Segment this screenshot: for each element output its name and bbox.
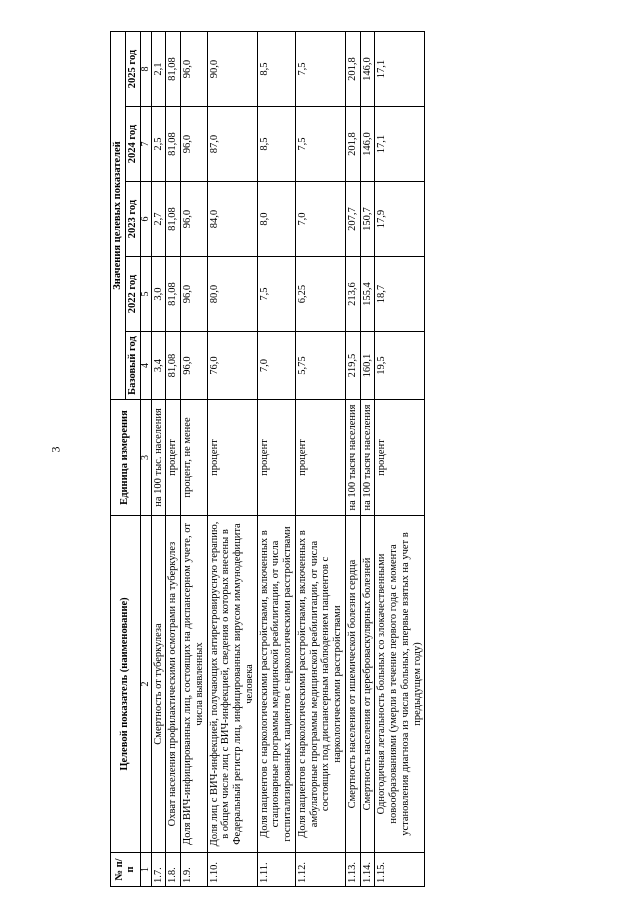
header-unit: Единица измерения [111, 400, 141, 516]
row-2024: 17,1 [375, 107, 425, 182]
row-base: 3,4 [151, 332, 166, 400]
row-num: 1.15. [375, 853, 425, 887]
row-2024: 8,5 [257, 107, 295, 182]
table-row [295, 31, 345, 886]
row-2023: 96,0 [181, 182, 208, 257]
column-number: 5 [140, 257, 151, 332]
row-2023: 2,7 [151, 182, 166, 257]
table-row [207, 31, 257, 886]
header-base: Базовый год [125, 332, 140, 400]
row-2022: 81,08 [166, 257, 181, 332]
row-2023: 8,0 [257, 182, 295, 257]
column-number: 6 [140, 182, 151, 257]
row-2024: 2,5 [151, 107, 166, 182]
row-2025: 96,0 [181, 31, 208, 106]
row-base: 160,1 [360, 332, 375, 400]
row-2024: 7,5 [295, 107, 345, 182]
column-number: 2 [140, 516, 151, 853]
row-2022: 213,6 [345, 257, 360, 332]
row-2023: 150,7 [360, 182, 375, 257]
row-unit: процент [257, 400, 295, 516]
row-indicator: Смертность населения от цереброваскулярных болезней [360, 516, 375, 853]
row-2022: 155,4 [360, 257, 375, 332]
row-base: 7,0 [257, 332, 295, 400]
column-number: 7 [140, 107, 151, 182]
row-2022: 80,0 [207, 257, 257, 332]
row-indicator: Смертность населения от ишемической болезни сердца [345, 516, 360, 853]
row-num: 1.8. [166, 853, 181, 887]
row-num: 1.12. [295, 853, 345, 887]
row-2023: 7,0 [295, 182, 345, 257]
row-base: 76,0 [207, 332, 257, 400]
table-row [151, 31, 166, 886]
row-base: 219,5 [345, 332, 360, 400]
header-num: № п/п [111, 853, 141, 887]
row-2025: 201,8 [345, 31, 360, 106]
table-row [166, 31, 181, 886]
row-unit: процент [207, 400, 257, 516]
column-number: 3 [140, 400, 151, 516]
header-row-1 [111, 31, 126, 886]
table-row [375, 31, 425, 886]
row-indicator: Одногодичная летальность больных со злокачественными новообразованиями (умерли в течение первого года с момента установления диагноза из числа больных, впервые взятых на учет в предыдущем году) [375, 516, 425, 853]
row-2022: 18,7 [375, 257, 425, 332]
row-2025: 2,1 [151, 31, 166, 106]
row-unit: на 100 тыс. населения [151, 400, 166, 516]
row-num: 1.9. [181, 853, 208, 887]
row-2025: 17,1 [375, 31, 425, 106]
row-indicator: Смертность от туберкулеза [151, 516, 166, 853]
row-base: 81,08 [166, 332, 181, 400]
row-unit: процент [295, 400, 345, 516]
row-unit: на 100 тысяч населения [345, 400, 360, 516]
row-2024: 201,8 [345, 107, 360, 182]
row-2024: 146,0 [360, 107, 375, 182]
row-unit: на 100 тысяч населения [360, 400, 375, 516]
row-2025: 7,5 [295, 31, 345, 106]
row-2025: 90,0 [207, 31, 257, 106]
row-2023: 207,7 [345, 182, 360, 257]
row-2022: 3,0 [151, 257, 166, 332]
row-indicator: Доля ВИЧ-инфицированных лиц, состоящих на диспансерном учете, от числа выявленных [181, 516, 208, 853]
row-indicator: Доля пациентов с наркологическими расстройствами, включенных в стационарные программы медицинской реабилитации, от числа госпитализированных пациентов с наркологическими расстройствами [257, 516, 295, 853]
header-2024: 2024 год [125, 107, 140, 182]
row-unit: процент, не менее [181, 400, 208, 516]
row-num: 1.13. [345, 853, 360, 887]
table-row [345, 31, 360, 886]
row-num: 1.14. [360, 853, 375, 887]
row-2023: 17,9 [375, 182, 425, 257]
header-group: Значения целевых показателей [111, 31, 126, 399]
header-2023: 2023 год [125, 182, 140, 257]
row-2023: 84,0 [207, 182, 257, 257]
row-2024: 81,08 [166, 107, 181, 182]
column-number-row [140, 31, 151, 886]
table-row [257, 31, 295, 886]
row-num: 1.11. [257, 853, 295, 887]
target-indicators-table [110, 31, 425, 887]
row-num: 1.7. [151, 853, 166, 887]
header-2022: 2022 год [125, 257, 140, 332]
row-base: 19,5 [375, 332, 425, 400]
row-2024: 96,0 [181, 107, 208, 182]
row-2023: 81,08 [166, 182, 181, 257]
header-indicator: Целевой показатель (наименование) [111, 516, 141, 853]
row-indicator: Доля лиц с ВИЧ-инфекцией, получающих антиретровирусную терапию, в общем числе лиц с ВИЧ-инфекцией, сведения о которых внесены в Федеральный регистр лиц, инфицированных вирусом иммунодефицита человека [207, 516, 257, 853]
rotated-document [110, 32, 635, 887]
column-number: 1 [140, 853, 151, 887]
column-number: 8 [140, 31, 151, 106]
row-indicator: Доля пациентов с наркологическими расстройствами, включенных в амбулаторные программы медицинской реабилитации, от числа состоящих под диспансерным наблюдением пациентов с наркологическими расстройствами [295, 516, 345, 853]
row-2022: 6,25 [295, 257, 345, 332]
row-2025: 8,5 [257, 31, 295, 106]
header-2025: 2025 год [125, 31, 140, 106]
row-base: 96,0 [181, 332, 208, 400]
page-number: 3 [48, 446, 63, 453]
row-2022: 96,0 [181, 257, 208, 332]
row-num: 1.10. [207, 853, 257, 887]
row-base: 5,75 [295, 332, 345, 400]
row-unit: процент [375, 400, 425, 516]
table-row [181, 31, 208, 886]
row-2025: 81,08 [166, 31, 181, 106]
row-unit: процент [166, 400, 181, 516]
row-indicator: Охват населения профилактическими осмотрами на туберкулез [166, 516, 181, 853]
column-number: 4 [140, 332, 151, 400]
table-row [360, 31, 375, 886]
row-2024: 87,0 [207, 107, 257, 182]
table-body [151, 31, 425, 886]
row-2022: 7,5 [257, 257, 295, 332]
row-2025: 146,0 [360, 31, 375, 106]
